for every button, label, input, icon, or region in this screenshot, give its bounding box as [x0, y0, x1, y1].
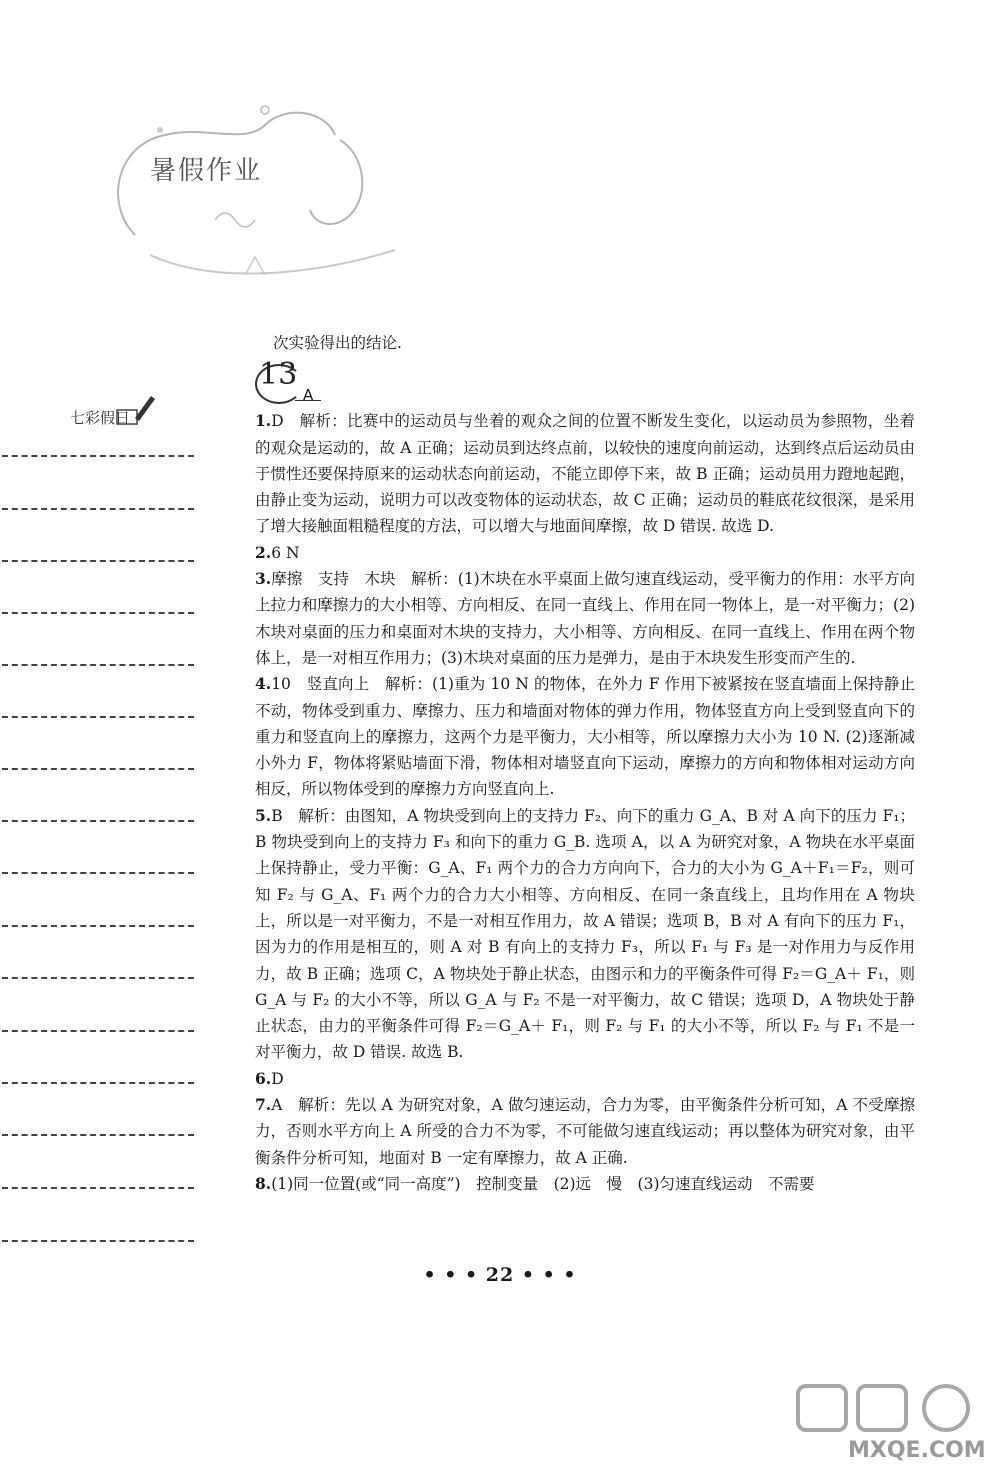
answer-text: B 解析：由图知，A 物块受到向上的支持力 F₂、向下的重力 G_A、B 对 A 向下的压力 F₁；B 物块受到向上的支持力 F₃ 和向下的重力 G_B. 选项 A，以 A 为研究对象，A 物块在水平桌面上保持静止，受力平衡：G_A、F₁ 两个力的合力方向向下，合力的大小为 G_A＋F₁＝F₂，则可知 F₂ 与 G_A、F₁ 两个力的合力大小相等、方向相反、在同一条直线上，且均作用在 A 物块上，所以是一对平衡力，不是一对相互作用力，故 A 错误；选项 B，B 对 A 有向下的压力 F₁，因为力的作用是相互的，则 A 对 B 有向上的支持力 F₃，所以 F₁ 与 F₃ 是一对作用力与反作用力，故 B 正确；选项 C，A 物块处于静止状态，由图示和力的平衡条件可得 F₂＝G_A＋ F₁，则 G_A 与 F₂ 的大小不等，所以 G_A 与 F₂ 不是一对平衡力，故 C 错误；选项 D，A 物块处于静止状态，由力的平衡条件可得 F₂＝G_A＋ F₁，则 F₂ 与 F₁ 的大小不等，所以 F₂ 与 F₁ 不是一对平衡力，故 D 错误. 故选 B. — [255, 806, 915, 1062]
answer-item — [255, 408, 915, 539]
answer-text: 6 N — [271, 543, 300, 562]
answer-item — [255, 566, 915, 671]
dash-line — [2, 925, 194, 927]
section-number: 13 — [259, 357, 298, 393]
dash-line — [2, 1082, 194, 1084]
dash-line — [2, 768, 194, 770]
page-number: • • • 22 • • • — [423, 1264, 577, 1286]
answer-item — [255, 1171, 915, 1197]
answer-number: 3. — [255, 569, 272, 589]
dash-line — [2, 820, 194, 822]
answer-number: 4. — [255, 674, 272, 694]
answer-text: 摩擦 支持 木块 解析：(1)木块在水平桌面上做匀速直线运动，受平衡力的作用：水平方向上拉力和摩擦力的大小相等、方向相反、在同一直线上、作用在同一物体上，是一对平衡力；(2)木块对桌面的压力和桌面对木块的支持力，大小相等、方向相反、在同一直线上、作用在两个物体上，是一对相互作用力；(3)木块对桌面的压力是弹力，是由于木块发生形变而产生的. — [255, 570, 915, 667]
dash-line — [2, 716, 194, 718]
dash-line — [2, 1134, 194, 1136]
sidebar-label: 七彩假日 — [70, 409, 131, 427]
dash-line — [2, 455, 194, 457]
dash-line — [2, 1240, 194, 1242]
answer-item — [255, 803, 915, 1066]
answer-item — [255, 1092, 915, 1171]
answer-number: 1. — [255, 411, 272, 431]
answer-number: 2. — [255, 542, 272, 562]
answer-text: D — [271, 1069, 284, 1088]
answer-number: 7. — [255, 1095, 272, 1115]
answer-text: D 解析：比赛中的运动员与坐着的观众之间的位置不断发生变化，以运动员为参照物，坐着的观众是运动的，故 A 正确；运动员到达终点前，以较快的速度向前运动，达到终点后运动员由于惯性还要保持原来的运动状态向前运动，不能立即停下来，故 B 正确；运动员用力蹬地起跑，由静止变为运动，说明力可以改变物体的运动状态，故 C 正确；运动员的鞋底花纹很深，是采用了增大接触面粗糙程度的方法，可以增大与地面间摩擦，故 D 错误. 故选 D. — [255, 412, 915, 536]
answer-text: 10 竖直向上 解析：(1)重为 10 N 的物体，在外力 F 作用下被紧按在竖直墙面上保持静止不动，物体受到重力、摩擦力、压力和墙面对物体的弹力作用，物体竖直方向上受到竖直向下的重力和竖直向上的摩擦力，这两个力是平衡力，大小相等，所以摩擦力大小为 10 N. (2)逐渐减小外力 F，物体将紧贴墙面下滑，物体相对墙竖直向下运动，摩擦力的方向和物体相对运动方向相反，所以物体受到的摩擦力方向竖直向上. — [255, 675, 915, 799]
answer-number: 8. — [255, 1173, 272, 1193]
section-header — [255, 357, 915, 406]
answer-item — [255, 671, 915, 802]
answer-number: 6. — [255, 1068, 272, 1088]
answer-item — [255, 540, 915, 566]
dash-line — [2, 977, 194, 979]
answer-text: A 解析：先以 A 为研究对象，A 做匀速运动，合力为零，由平衡条件分析可知，A 不受摩擦力，否则水平方向上 A 所受的合力不为零，不可能做匀速直线运动；再以整体为研究对象，由平衡条件分析可知，地面对 B 一定有摩擦力，故 A 正确. — [255, 1096, 915, 1167]
dash-line — [2, 872, 194, 874]
dash-line — [2, 1187, 194, 1189]
watermark-text: MXQE.COM — [848, 1438, 986, 1463]
dash-line — [2, 560, 194, 562]
intro-text: 次实验得出的结论. — [273, 334, 402, 352]
dash-line — [2, 664, 194, 666]
dash-line — [2, 612, 194, 614]
answer-item — [255, 1066, 915, 1092]
dash-line — [2, 1030, 194, 1032]
dash-line — [2, 508, 194, 510]
summer-homework-banner — [95, 85, 425, 295]
answer-number: 5. — [255, 805, 272, 825]
section-underline — [295, 400, 321, 401]
answer-content — [255, 330, 915, 1197]
answer-text: (1)同一位置(或“同一高度”) 控制变量 (2)远 慢 (3)匀速直线运动 不需要 — [271, 1174, 815, 1193]
section-letter: A — [303, 386, 314, 405]
banner-title: 暑假作业 — [150, 156, 263, 186]
